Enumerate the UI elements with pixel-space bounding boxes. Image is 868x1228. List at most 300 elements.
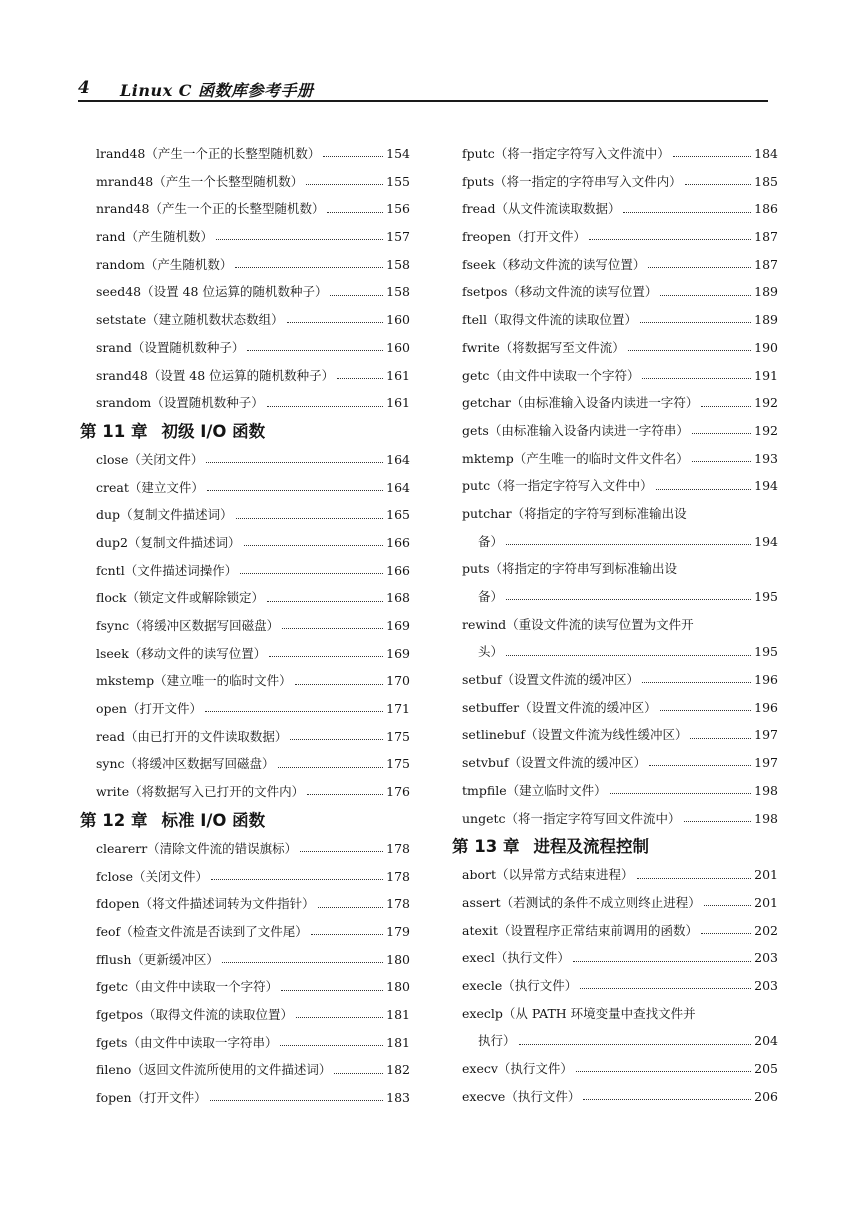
page-ref: 156	[386, 201, 410, 217]
toc-entry	[80, 306, 410, 334]
toc-entry	[452, 362, 778, 390]
dot-leader	[648, 267, 751, 268]
function-name: flock	[96, 590, 127, 606]
dot-leader	[205, 711, 383, 712]
dot-leader	[235, 267, 383, 268]
toc-entry	[452, 1055, 778, 1083]
page-ref: 176	[386, 784, 410, 800]
function-name: mrand48	[96, 173, 154, 189]
page-ref: 193	[754, 450, 778, 466]
function-name: ungetc	[462, 810, 506, 826]
function-name: fgetc	[96, 979, 129, 995]
function-description: （将数据写至文件流）	[499, 339, 625, 355]
page-ref: 198	[754, 782, 778, 798]
dot-leader	[637, 878, 752, 879]
dot-leader	[506, 544, 751, 545]
dot-leader	[210, 1100, 384, 1101]
page-ref: 192	[754, 395, 778, 411]
function-description: （设置程序正常结束前调用的函数）	[497, 922, 698, 938]
toc-entry-continuation	[452, 583, 778, 611]
function-description: （将缓冲区数据写回磁盘）	[129, 618, 280, 633]
chapter-title: 标准 I/O 函数	[161, 810, 266, 830]
function-name: fclose	[96, 868, 133, 884]
function-name: fsetpos	[462, 284, 508, 300]
function-name: assert	[462, 894, 501, 910]
dot-leader	[296, 1017, 383, 1018]
function-name: random	[96, 256, 145, 272]
function-name: tmpfile	[462, 782, 507, 798]
function-description: （关闭文件）	[128, 451, 204, 467]
page-ref: 157	[386, 229, 410, 245]
function-description-cont: 执行）	[478, 1033, 516, 1049]
function-name: close	[96, 451, 129, 467]
function-name: setvbuf	[462, 755, 509, 771]
page-ref: 180	[386, 951, 410, 967]
function-name: lrand48	[96, 146, 146, 161]
page-ref: 166	[386, 534, 410, 550]
toc-entry	[80, 584, 410, 612]
toc-entry	[80, 389, 410, 417]
page-ref: 181	[386, 1034, 410, 1050]
function-name: execl	[462, 950, 495, 966]
page-ref: 187	[754, 229, 778, 245]
chapter-heading	[80, 417, 410, 446]
toc-entry	[452, 721, 778, 749]
function-description: （文件描述词操作）	[124, 562, 238, 578]
toc-entry	[452, 611, 778, 639]
toc-entry	[452, 223, 778, 251]
function-name: dup2	[96, 534, 129, 550]
dot-leader	[323, 156, 383, 157]
toc-entry	[452, 694, 778, 722]
toc-entry	[80, 863, 410, 891]
toc-entry	[452, 472, 778, 500]
function-name: putc	[462, 478, 491, 494]
page-ref: 154	[386, 146, 410, 161]
function-description: （移动文件流的读写位置）	[507, 284, 658, 300]
chapter-number: 第 12 章	[80, 810, 148, 830]
dot-leader	[236, 518, 384, 519]
page-ref: 198	[754, 810, 778, 826]
toc-entry	[452, 805, 778, 833]
dot-leader	[269, 656, 383, 657]
function-description: （建立随机数状态数组）	[146, 312, 284, 328]
toc-entry	[452, 278, 778, 306]
dot-leader	[211, 879, 383, 880]
book-title: Linux C 函数库参考手册	[120, 81, 314, 100]
page-ref: 184	[754, 146, 778, 161]
function-name: fsync	[96, 618, 130, 633]
function-name: fputs	[462, 173, 495, 189]
dot-leader	[660, 710, 751, 711]
dot-leader	[673, 156, 751, 157]
page-ref: 155	[386, 173, 410, 189]
dot-leader	[701, 933, 751, 934]
function-name: ftell	[462, 312, 488, 328]
dot-leader	[610, 793, 752, 794]
dot-leader	[690, 738, 751, 739]
function-name: rewind	[462, 616, 507, 632]
function-description: （由已打开的文件读取数据）	[124, 728, 288, 744]
function-description-cont: 备）	[478, 589, 504, 604]
toc-entry	[80, 1029, 410, 1057]
dot-leader	[649, 765, 751, 766]
function-description: （设置随机数种子）	[131, 339, 245, 355]
toc-entry	[80, 501, 410, 529]
toc-entry	[452, 861, 778, 889]
dot-leader	[307, 794, 383, 795]
page-ref: 202	[754, 922, 778, 938]
function-description: （由文件中读取一字符串）	[127, 1034, 278, 1050]
function-description: （返回文件流所使用的文件描述词）	[131, 1062, 332, 1078]
page-ref: 160	[386, 312, 410, 328]
page-ref: 170	[386, 673, 410, 689]
page-ref: 205	[754, 1061, 778, 1076]
function-description: （将文件描述词转为文件指针）	[139, 896, 315, 912]
toc-left-column	[80, 140, 410, 1112]
function-name: open	[96, 701, 127, 717]
toc-entry	[452, 334, 778, 362]
toc-entry	[80, 695, 410, 723]
page-ref: 201	[754, 894, 778, 910]
dot-leader	[300, 851, 383, 852]
dot-leader	[583, 1099, 751, 1100]
page-ref: 189	[754, 284, 778, 300]
page-ref: 197	[754, 727, 778, 743]
toc-entry	[80, 750, 410, 778]
dot-leader	[327, 212, 383, 213]
function-description: （产生一个正的长整型随机数）	[149, 201, 325, 217]
dot-leader	[280, 1045, 383, 1046]
function-description: （更新缓冲区）	[131, 951, 219, 967]
dot-leader	[589, 239, 751, 240]
function-name: write	[96, 784, 130, 800]
function-name: fdopen	[96, 896, 140, 912]
dot-leader	[701, 406, 751, 407]
page-ref: 203	[754, 950, 778, 966]
function-description: （建立唯一的临时文件）	[154, 673, 292, 689]
function-name: fcntl	[96, 562, 125, 578]
function-description: （清除文件流的错误旗标）	[147, 840, 298, 856]
dot-leader	[290, 739, 383, 740]
toc-entry	[452, 306, 778, 334]
function-name: creat	[96, 479, 129, 495]
function-description: （建立文件）	[128, 479, 204, 495]
page-ref: 201	[754, 867, 778, 883]
page-ref: 165	[386, 507, 410, 523]
page-ref: 168	[386, 590, 410, 606]
dot-leader	[623, 212, 751, 213]
toc-entry	[452, 251, 778, 279]
dot-leader	[282, 628, 383, 629]
function-description: （关闭文件）	[132, 868, 208, 884]
page-ref: 169	[386, 645, 410, 661]
toc-entry	[80, 1084, 410, 1112]
toc-entry	[452, 500, 778, 528]
toc-entry	[80, 251, 410, 279]
function-name: freopen	[462, 229, 511, 245]
page-ref: 183	[386, 1090, 410, 1105]
toc-entry	[80, 973, 410, 1001]
function-name: setstate	[96, 312, 147, 328]
function-description: （产生随机数）	[144, 256, 233, 272]
function-description: （由标准输入设备内读进一字符）	[510, 395, 699, 411]
page-ref: 197	[754, 755, 778, 771]
dot-leader	[278, 767, 384, 768]
function-description: （取得文件流的读取位置）	[143, 1006, 294, 1022]
function-description: （设置文件流为线性缓冲区）	[524, 727, 688, 743]
function-name: setlinebuf	[462, 727, 525, 743]
toc-entry	[452, 777, 778, 805]
toc-entry-continuation	[452, 528, 778, 556]
page-ref: 180	[386, 979, 410, 995]
function-name: execlp	[462, 1005, 503, 1021]
toc-entry	[452, 445, 778, 473]
chapter-heading	[80, 806, 410, 835]
dot-leader	[519, 1044, 752, 1045]
toc-entry	[80, 778, 410, 806]
chapter-title: 初级 I/O 函数	[161, 421, 266, 441]
toc-right-column	[452, 140, 778, 1110]
function-description: （检查文件流是否读到了文件尾）	[120, 923, 308, 939]
dot-leader	[295, 684, 384, 685]
function-name: fread	[462, 201, 496, 217]
dot-leader	[642, 682, 751, 683]
function-name: fwrite	[462, 339, 500, 355]
function-name: fgets	[96, 1034, 128, 1050]
toc-entry	[80, 446, 410, 474]
function-description: （将指定的字符写到标准输出设	[511, 505, 687, 521]
page-ref: 181	[386, 1006, 410, 1022]
function-name: mkstemp	[96, 673, 155, 689]
dot-leader	[247, 350, 383, 351]
toc-entry	[452, 972, 778, 1000]
function-description: （设置文件流的缓冲区）	[501, 672, 640, 688]
page-ref: 164	[386, 451, 410, 467]
page-ref: 206	[754, 1088, 778, 1104]
function-name: puts	[462, 561, 490, 577]
toc-entry	[452, 168, 778, 196]
toc-entry	[80, 640, 410, 668]
dot-leader	[216, 239, 383, 240]
toc-entry	[452, 1083, 778, 1111]
function-description: （执行文件）	[502, 977, 578, 993]
function-description: （设置 48 位运算的随机数种子）	[147, 367, 335, 383]
function-name: gets	[462, 422, 489, 438]
function-name: abort	[462, 867, 496, 883]
function-description: （将数据写入已打开的文件内）	[129, 784, 305, 800]
function-description: （设置文件流的缓冲区）	[508, 755, 647, 771]
function-description: （移动文件的读写位置）	[128, 645, 267, 661]
toc-entry	[80, 557, 410, 585]
function-description: （由标准输入设备内读进一字符串）	[488, 422, 689, 438]
function-name: srandom	[96, 395, 152, 411]
function-name: rand	[96, 229, 126, 245]
function-description: （由文件中读取一个字符）	[489, 367, 640, 383]
function-description: （产生一个长整型随机数）	[153, 173, 304, 189]
dot-leader	[206, 462, 383, 463]
function-description: （建立临时文件）	[506, 782, 607, 798]
dot-leader	[337, 378, 383, 379]
function-description: （产生一个正的长整型随机数）	[145, 146, 321, 161]
toc-entry	[80, 529, 410, 557]
dot-leader	[685, 184, 752, 185]
toc-entry	[80, 223, 410, 251]
page-ref: 194	[754, 533, 778, 549]
function-description: （设置随机数种子）	[151, 395, 264, 411]
page-ref: 161	[386, 367, 410, 383]
page-ref: 158	[386, 256, 410, 272]
function-name: fseek	[462, 256, 496, 272]
function-name: read	[96, 728, 125, 744]
function-name: getchar	[462, 395, 511, 411]
page-ref: 160	[386, 339, 410, 355]
function-name: putchar	[462, 505, 512, 521]
page-ref: 195	[754, 644, 778, 660]
dot-leader	[222, 962, 383, 963]
function-name: seed48	[96, 284, 142, 300]
toc-entry	[452, 666, 778, 694]
function-description: （将缓冲区数据写回磁盘）	[124, 756, 275, 772]
function-name: feof	[96, 923, 121, 939]
page-ref: 187	[754, 256, 778, 272]
page-ref: 166	[386, 562, 410, 578]
function-name: fgetpos	[96, 1006, 143, 1022]
toc-entry	[452, 195, 778, 223]
page-ref: 182	[386, 1062, 410, 1078]
function-description: （将一指定字符写入文件中）	[490, 478, 653, 494]
dot-leader	[281, 990, 383, 991]
function-description: （以异常方式结束进程）	[495, 867, 634, 883]
toc-entry	[80, 168, 410, 196]
function-name: lseek	[96, 645, 129, 661]
function-name: sync	[96, 756, 125, 772]
dot-leader	[306, 184, 383, 185]
page-ref: 189	[754, 312, 778, 328]
toc-entry	[452, 749, 778, 777]
function-description: （取得文件流的读取位置）	[487, 312, 638, 328]
dot-leader	[240, 573, 383, 574]
function-description: （执行文件）	[494, 950, 570, 966]
function-description: （将一指定字符写回文件流中）	[505, 810, 681, 826]
dot-leader	[244, 545, 384, 546]
toc-entry	[80, 474, 410, 502]
toc-entry	[80, 1056, 410, 1084]
dot-leader	[287, 322, 383, 323]
function-name: getc	[462, 367, 490, 383]
page-ref: 195	[754, 589, 778, 604]
function-description: （打开文件）	[131, 1090, 207, 1105]
function-description: （移动文件流的读写位置）	[495, 256, 646, 272]
toc-entry	[80, 835, 410, 863]
function-description: （复制文件描述词）	[120, 507, 233, 523]
function-description: （执行文件）	[505, 1088, 581, 1104]
dot-leader	[311, 934, 383, 935]
toc-entry	[80, 890, 410, 918]
toc-entry	[452, 944, 778, 972]
dot-leader	[656, 489, 752, 490]
toc-entry	[80, 362, 410, 390]
dot-leader	[573, 961, 751, 962]
running-header	[78, 78, 768, 102]
toc-entry	[80, 918, 410, 946]
toc-entry	[80, 612, 410, 640]
function-description: （重设文件流的读写位置为文件开	[506, 616, 694, 632]
page-ref: 204	[754, 1033, 778, 1049]
function-description: （从文件流读取数据）	[495, 201, 621, 217]
dot-leader	[207, 490, 383, 491]
toc-entry	[80, 946, 410, 974]
function-name: dup	[96, 507, 121, 523]
function-name: execve	[462, 1088, 506, 1104]
function-description: （将一指定字符写入文件流中）	[494, 146, 670, 161]
function-description: （从 PATH 环境变量中查找文件并	[502, 1005, 696, 1021]
dot-leader	[640, 322, 751, 323]
dot-leader	[506, 655, 751, 656]
page-number: 4	[78, 78, 90, 98]
function-description: （由文件中读取一个字符）	[128, 979, 279, 995]
toc-entry	[80, 334, 410, 362]
toc-entry	[452, 389, 778, 417]
toc-entry	[452, 1000, 778, 1028]
page-ref: 171	[386, 701, 410, 717]
function-description: （将指定的字符串写到标准输出设	[489, 561, 678, 577]
function-description: （产生随机数）	[125, 229, 213, 245]
dot-leader	[318, 907, 384, 908]
dot-leader	[660, 295, 751, 296]
page-ref: 164	[386, 479, 410, 495]
page-ref: 178	[386, 868, 410, 884]
page-ref: 185	[754, 173, 778, 189]
toc-entry-continuation	[452, 638, 778, 666]
dot-leader	[334, 1073, 383, 1074]
function-name: fflush	[96, 951, 132, 967]
toc-entry	[452, 417, 778, 445]
toc-entry	[80, 667, 410, 695]
dot-leader	[642, 378, 751, 379]
function-description-cont: 头）	[478, 644, 504, 660]
chapter-title: 进程及流程控制	[533, 837, 649, 857]
function-description: （锁定文件或解除锁定）	[126, 590, 264, 606]
function-description-cont: 备）	[478, 533, 504, 549]
page-ref: 191	[754, 367, 778, 383]
toc-entry	[452, 555, 778, 583]
page-ref: 161	[386, 395, 410, 411]
dot-leader	[684, 821, 752, 822]
page-ref: 175	[386, 728, 410, 744]
dot-leader	[692, 461, 751, 462]
toc-entry	[452, 917, 778, 945]
page-ref: 196	[754, 699, 778, 715]
chapter-number: 第 13 章	[452, 837, 520, 857]
toc-entry-continuation	[452, 1027, 778, 1055]
toc-entry	[80, 723, 410, 751]
page-ref: 190	[754, 339, 778, 355]
dot-leader	[628, 350, 751, 351]
function-description: （复制文件描述词）	[128, 534, 241, 550]
page-ref: 179	[386, 923, 410, 939]
function-description: （打开文件）	[126, 701, 202, 717]
function-name: fopen	[96, 1090, 132, 1105]
function-name: clearerr	[96, 840, 148, 856]
function-name: setbuf	[462, 672, 502, 688]
function-description: （执行文件）	[497, 1061, 573, 1076]
function-name: srand	[96, 339, 132, 355]
toc-entry	[80, 1001, 410, 1029]
dot-leader	[267, 601, 383, 602]
function-name: execle	[462, 977, 503, 993]
page-ref: 203	[754, 977, 778, 993]
